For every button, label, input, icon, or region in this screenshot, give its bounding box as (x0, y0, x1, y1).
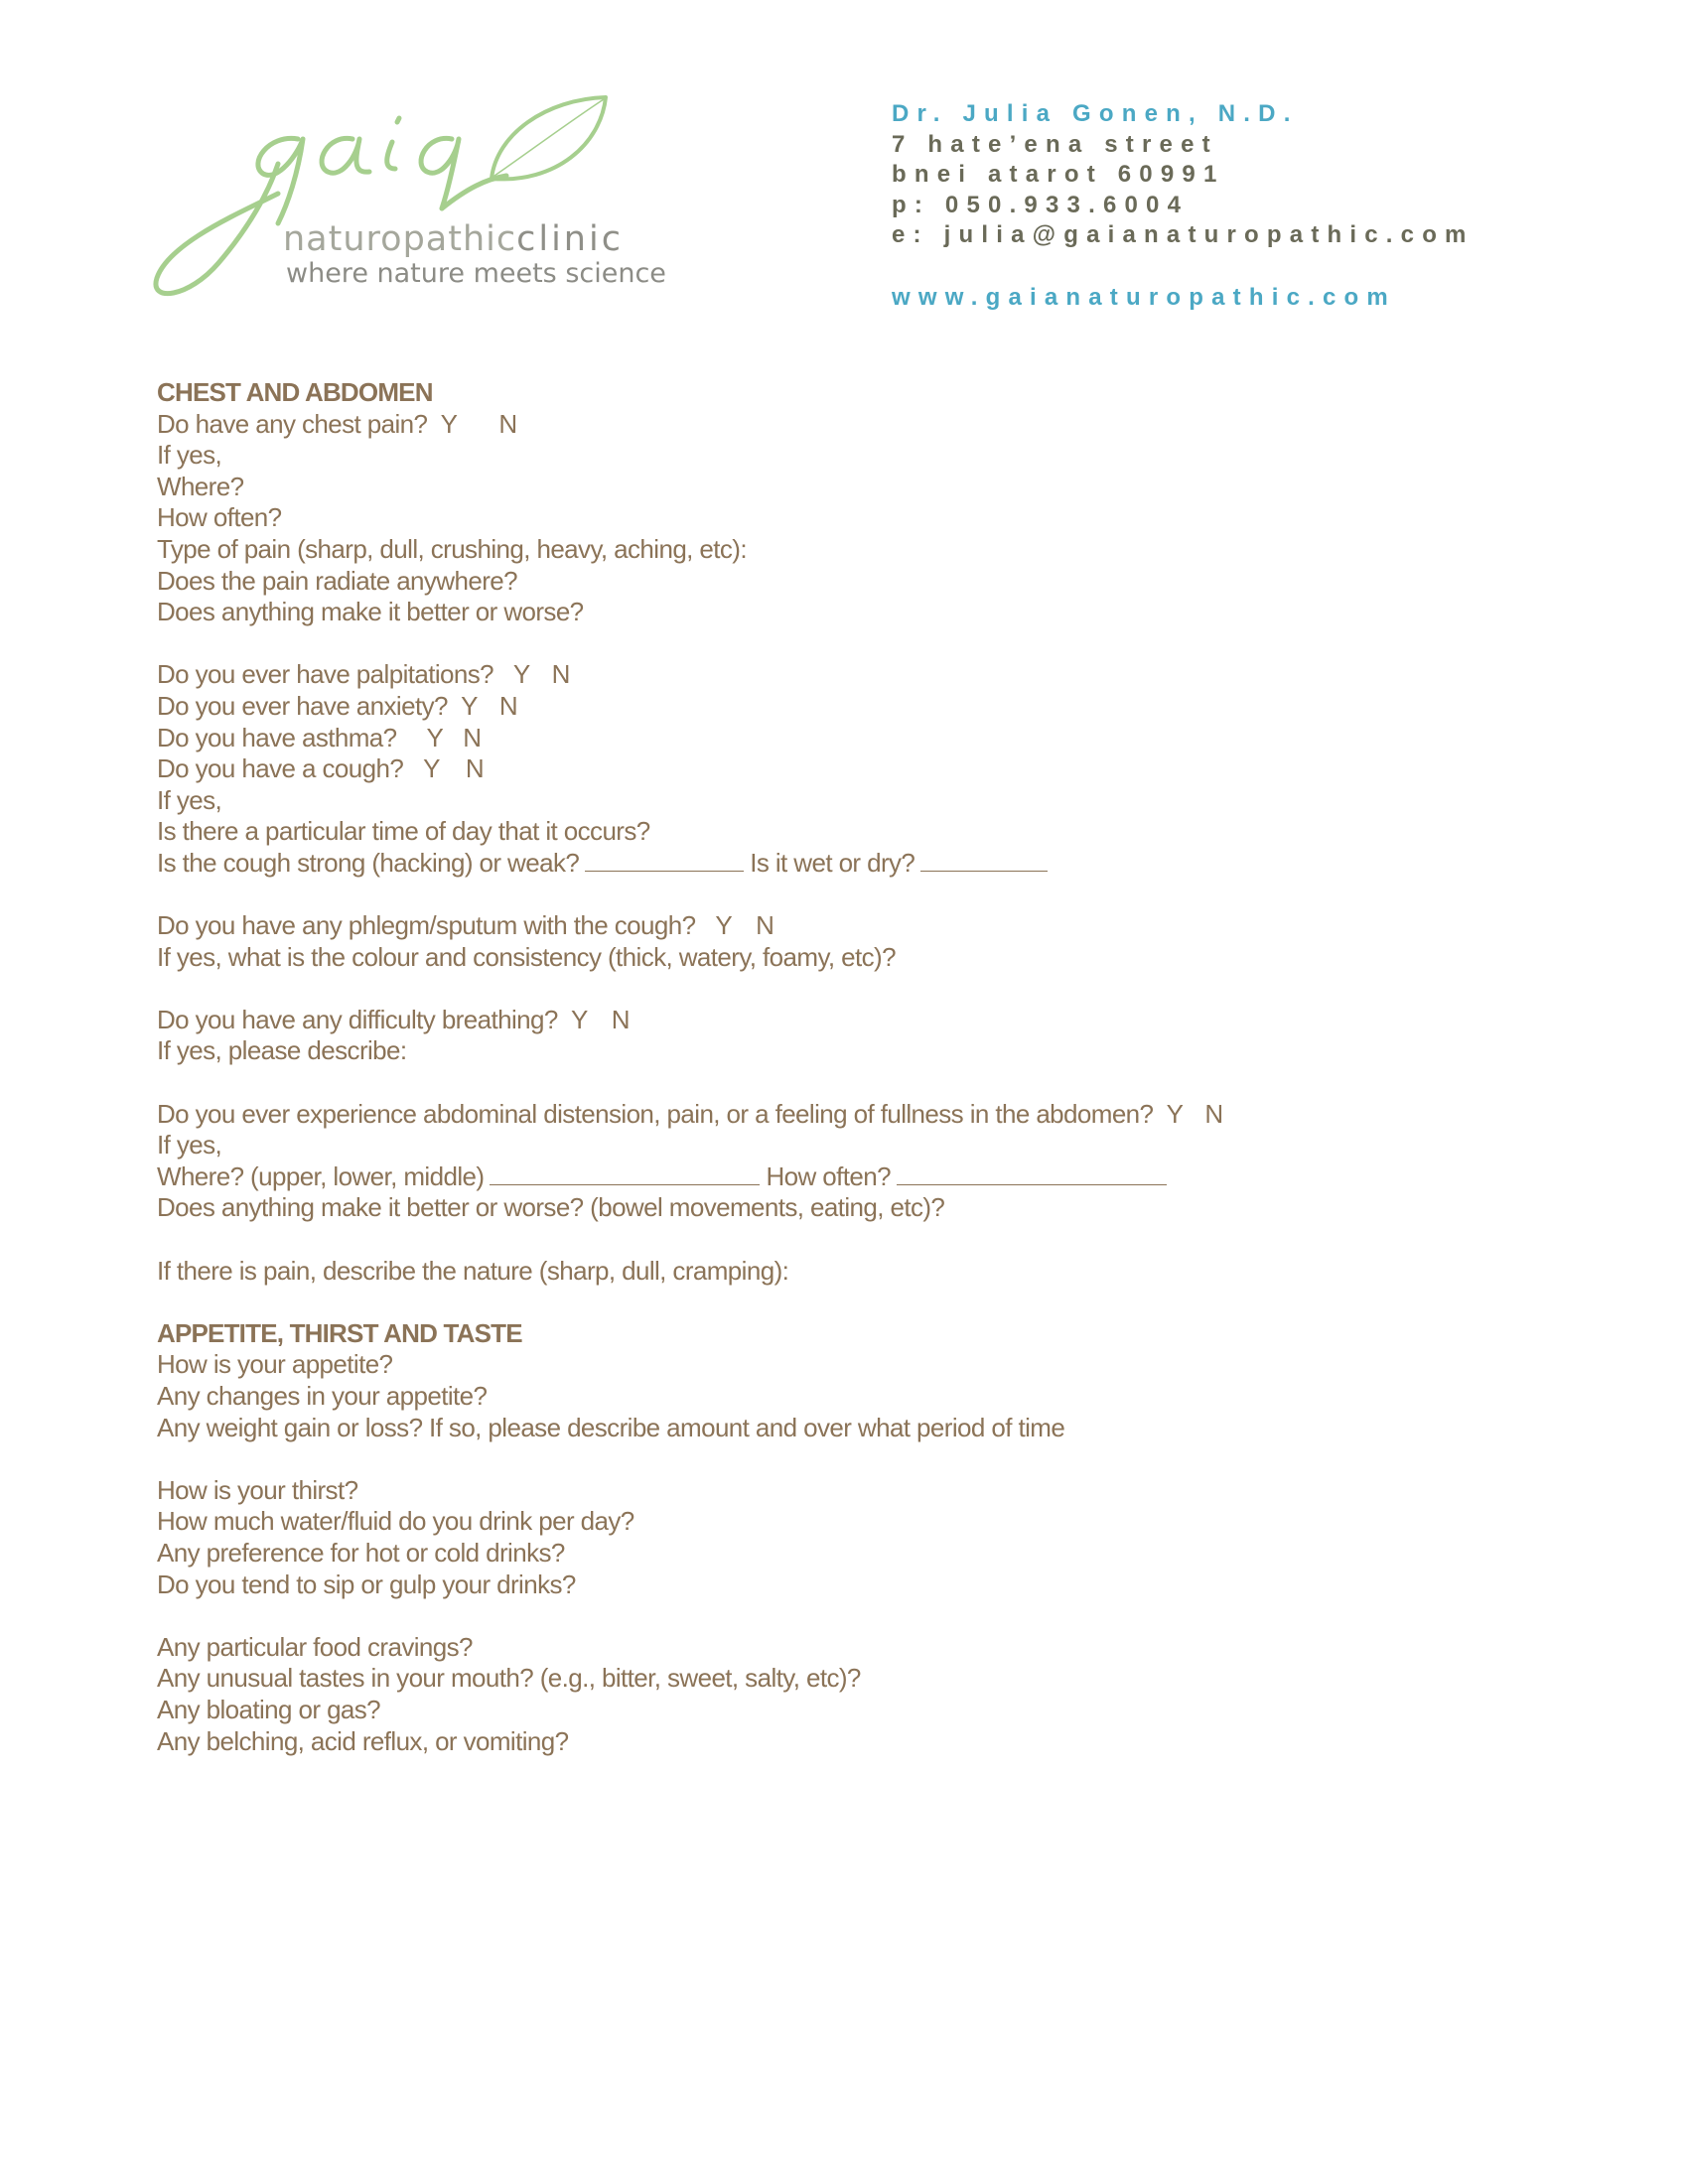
question-appetite-changes: Any changes in your appetite? (157, 1381, 488, 1411)
question-text: Is the cough strong (hacking) or weak? (157, 847, 580, 878)
no-option[interactable]: N (611, 1004, 630, 1034)
question-radiate: Does the pain radiate anywhere? (157, 565, 517, 596)
question-text: Do have any chest pain? (157, 408, 428, 439)
if-yes-label: If yes, (157, 440, 222, 471)
email-address[interactable]: e: julia@gaianaturopathic.com (892, 221, 1475, 248)
question-text: Do you ever experience abdominal distension, pain, or a feeling of fullness in the abdomen? (157, 1098, 1154, 1129)
website-link[interactable]: www.gaianaturopathic.com (892, 283, 1396, 311)
question-breathing (157, 1005, 1547, 1036)
question-how-often: How often? (157, 502, 282, 533)
question-cough-strength (157, 848, 1547, 880)
question-text-how-often: How often? (766, 1160, 891, 1191)
question-text-wet-dry: Is it wet or dry? (750, 847, 915, 878)
question-abdominal-where (157, 1161, 1547, 1193)
question-thirst: How is your thirst? (157, 1474, 358, 1505)
question-text: Do you have any difficulty breathing? (157, 1004, 558, 1034)
no-option[interactable]: N (551, 659, 570, 690)
question-appetite: How is your appetite? (157, 1349, 393, 1380)
question-breathing-describe: If yes, please describe: (157, 1035, 407, 1066)
question-text: Do you ever have anxiety? (157, 690, 448, 721)
question-text: Where? (upper, lower, middle) (157, 1160, 485, 1191)
section-heading-chest-abdomen: CHEST AND ABDOMEN (157, 377, 433, 407)
yes-option[interactable]: Y (1166, 1098, 1184, 1129)
question-type-of-pain: Type of pain (sharp, dull, crushing, heavy, aching, etc): (157, 533, 747, 564)
question-weight: Any weight gain or loss? If so, please describe amount and over what period of time (157, 1412, 1065, 1442)
question-cravings: Any particular food cravings? (157, 1631, 473, 1662)
question-cough (157, 753, 1547, 785)
question-bloating: Any bloating or gas? (157, 1694, 381, 1724)
cough-strength-blank[interactable] (585, 849, 744, 872)
no-option[interactable]: N (756, 910, 774, 941)
question-better-worse: Does anything make it better or worse? (157, 597, 584, 627)
question-belching: Any belching, acid reflux, or vomiting? (157, 1725, 569, 1756)
question-text: Do you have a cough? (157, 753, 404, 784)
question-abdominal (157, 1099, 1547, 1131)
yes-option[interactable]: Y (426, 722, 444, 752)
question-time-of-day: Is there a particular time of day that it occurs? (157, 816, 650, 847)
question-text: Do you have asthma? (157, 722, 397, 752)
yes-option[interactable]: Y (440, 408, 458, 439)
contact-block (892, 99, 1475, 313)
question-chest-pain (157, 409, 1547, 441)
city-postal: bnei atarot 60991 (892, 161, 1225, 188)
question-palpitations (157, 659, 1547, 691)
question-abdominal-better-worse: Does anything make it better or worse? (bowel movements, eating, etc)? (157, 1192, 945, 1223)
yes-option[interactable]: Y (715, 910, 733, 941)
question-text: Do you have any phlegm/sputum with the cough? (157, 910, 696, 941)
wet-dry-blank[interactable] (920, 849, 1048, 872)
question-anxiety (157, 691, 1547, 723)
no-option[interactable]: N (465, 753, 485, 784)
yes-option[interactable]: Y (512, 659, 530, 690)
yes-option[interactable]: Y (461, 690, 478, 721)
yes-option[interactable]: Y (423, 753, 440, 784)
question-phlegm-colour: If yes, what is the colour and consistency (thick, watery, foamy, etc)? (157, 941, 896, 972)
clinic-name (283, 219, 624, 259)
phone-number: p: 050.933.6004 (892, 191, 1190, 218)
question-water: How much water/fluid do you drink per day? (157, 1506, 634, 1537)
if-yes-label: If yes, (157, 1130, 222, 1160)
question-pain-nature: If there is pain, describe the nature (sharp, dull, cramping): (157, 1255, 789, 1286)
no-option[interactable]: N (1204, 1098, 1223, 1129)
abdominal-where-blank[interactable] (490, 1162, 760, 1185)
form-body (157, 377, 1547, 1757)
yes-option[interactable]: Y (570, 1004, 588, 1034)
no-option[interactable]: N (498, 690, 518, 721)
question-text: Do you ever have palpitations? (157, 659, 494, 690)
question-sip-gulp: Do you tend to sip or gulp your drinks? (157, 1569, 576, 1599)
abdominal-how-often-blank[interactable] (897, 1162, 1167, 1185)
clinic-tagline: where nature meets science (286, 258, 666, 289)
if-yes-label: If yes, (157, 784, 222, 815)
clinic-name-part1: naturopathic (283, 219, 517, 259)
clinic-name-part2: clinic (516, 219, 624, 259)
question-tastes: Any unusual tastes in your mouth? (e.g., bitter, sweet, salty, etc)? (157, 1663, 861, 1694)
no-option[interactable]: N (498, 408, 517, 439)
question-hot-cold: Any preference for hot or cold drinks? (157, 1537, 565, 1568)
street-address: 7 hate’ena street (892, 130, 1218, 158)
no-option[interactable]: N (463, 722, 482, 752)
question-asthma (157, 723, 1547, 754)
clinic-logo (149, 94, 665, 303)
question-where: Where? (157, 471, 244, 501)
section-heading-appetite-thirst-taste: APPETITE, THIRST AND TASTE (157, 1317, 522, 1348)
question-phlegm (157, 910, 1547, 942)
doctor-name: Dr. Julia Gonen, N.D. (892, 100, 1299, 127)
